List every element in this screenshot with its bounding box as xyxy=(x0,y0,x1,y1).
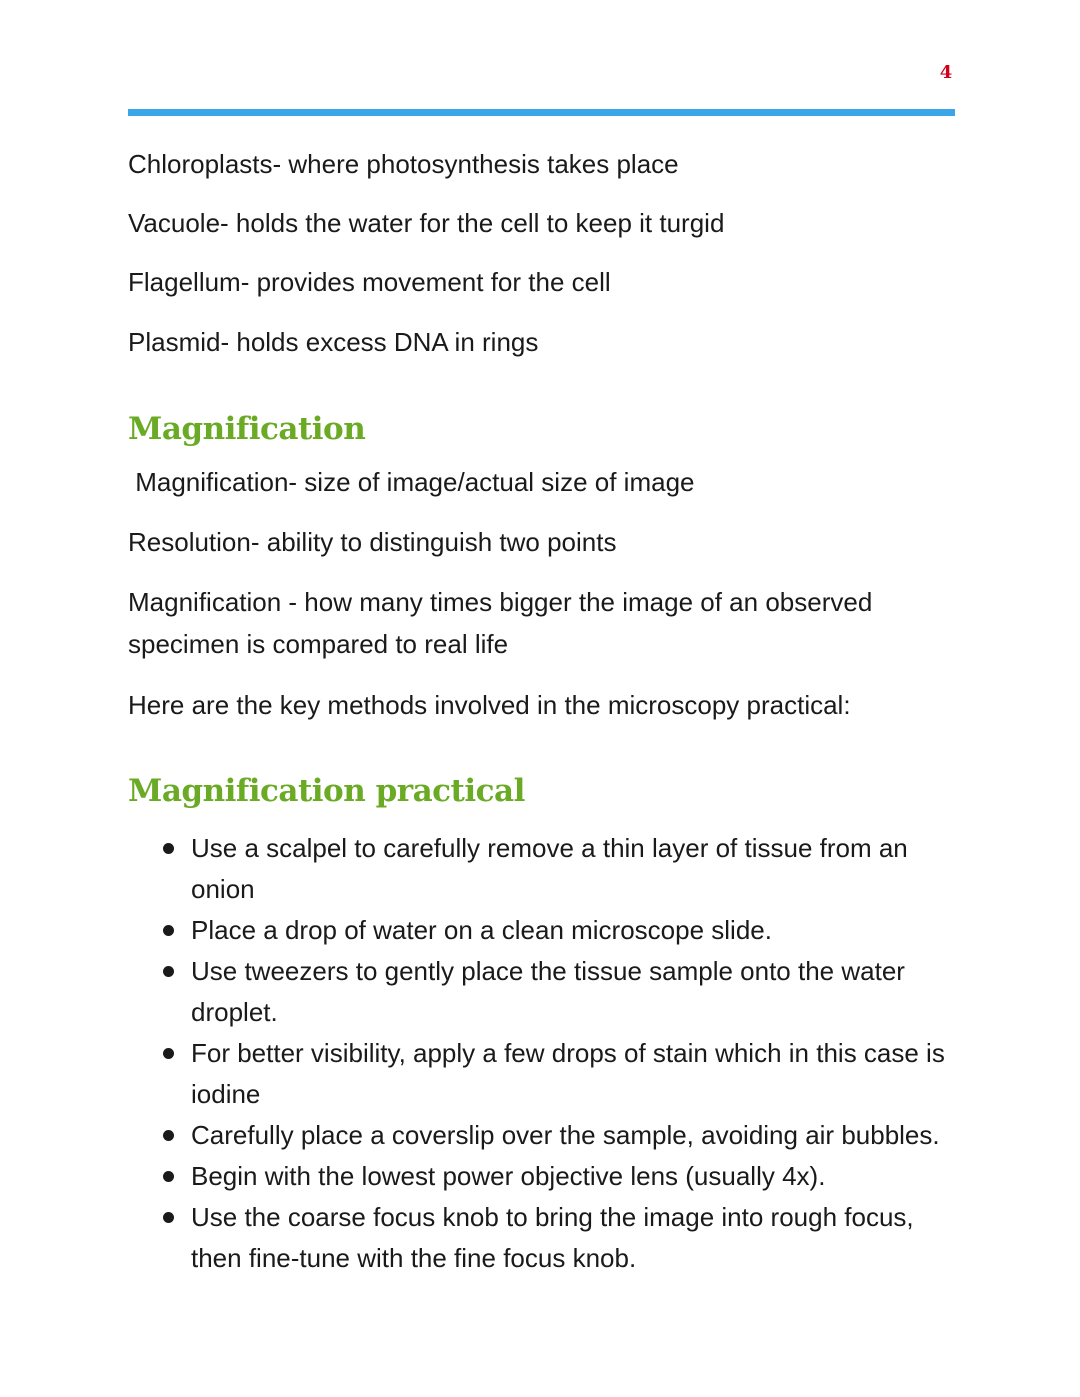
definition-vacuole: Vacuole- holds the water for the cell to keep it turgid xyxy=(128,208,725,238)
list-item xyxy=(160,1156,960,1197)
step-text: Begin with the lowest power objective lens (usually 4x). xyxy=(191,1161,826,1191)
step-text: Use tweezers to gently place the tissue sample onto the water droplet. xyxy=(191,956,905,1027)
list-item xyxy=(160,910,960,951)
magnification-formula: Magnification- size of image/actual size of image xyxy=(128,467,695,497)
list-item xyxy=(160,1197,960,1279)
bullet-icon xyxy=(163,1048,174,1059)
header-rule xyxy=(128,109,955,116)
bullet-icon xyxy=(163,1171,174,1182)
list-item xyxy=(160,1033,960,1115)
step-text: Use the coarse focus knob to bring the image into rough focus, then fine-tune with the fine focus knob. xyxy=(191,1202,914,1273)
step-text: Carefully place a coverslip over the sample, avoiding air bubbles. xyxy=(191,1120,940,1150)
practical-intro: Here are the key methods involved in the microscopy practical: xyxy=(128,690,851,720)
definition-flagellum: Flagellum- provides movement for the cell xyxy=(128,267,611,297)
step-text: Place a drop of water on a clean microscope slide. xyxy=(191,915,772,945)
bullet-icon xyxy=(163,843,174,854)
practical-steps-list xyxy=(160,828,960,1279)
step-text: For better visibility, apply a few drops of stain which in this case is iodine xyxy=(191,1038,945,1109)
bullet-icon xyxy=(163,925,174,936)
list-item xyxy=(160,951,960,1033)
bullet-icon xyxy=(163,966,174,977)
bullet-icon xyxy=(163,1130,174,1141)
page-number: 4 xyxy=(939,62,953,83)
step-text: Use a scalpel to carefully remove a thin layer of tissue from an onion xyxy=(191,833,908,904)
list-item xyxy=(160,1115,960,1156)
magnification-heading: Magnification xyxy=(128,411,366,447)
definition-chloroplasts: Chloroplasts- where photosynthesis takes place xyxy=(128,149,679,179)
practical-heading: Magnification practical xyxy=(128,773,525,809)
list-item xyxy=(160,828,960,910)
bullet-icon xyxy=(163,1212,174,1223)
magnification-definition: Magnification - how many times bigger the image of an observed specimen is compared to real life xyxy=(128,587,873,659)
resolution-definition: Resolution- ability to distinguish two points xyxy=(128,527,617,557)
definition-plasmid: Plasmid- holds excess DNA in rings xyxy=(128,327,539,357)
